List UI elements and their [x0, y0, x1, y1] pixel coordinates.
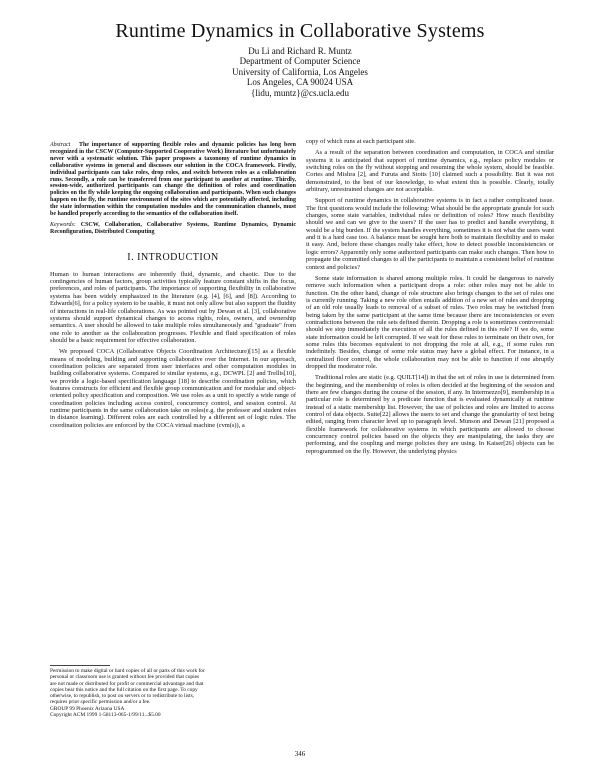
left-column: [50, 142, 296, 433]
body-paragraph: copy of which runs at each participant site.: [306, 138, 416, 145]
abstract-paragraph: [50, 142, 296, 218]
copyright-footnote: [50, 668, 296, 718]
author-address: Los Angeles, CA 90024 USA: [246, 77, 354, 88]
abstract: [50, 142, 296, 218]
body-paragraph: Support of runtime dynamics in collaborative systems is in fact a rather complicated issue. The first questions would include the following: What should be the appropriate granule for such changes, some state variables, individual rules or definition of roles? How much flexibility should we and can we give to the users? If the user has to predict and handle everything, it would be a big burden. If the system handles everything, sometimes it is not what the users want and it is a hard case too. A balance must be sought here both to maintain flexibility and to make it easy. And, before these changes really take effect, how to detect possible inconsistencies or logic errors? Apparently only some authorized participants can make such changes. Then how to propagate the committed changes to all the participants to maintain a consistent belief of runtime context and policies?: [306, 197, 554, 271]
footnote-line: requires prior specific permission and/or a fee.: [50, 699, 151, 706]
author-university: University of California, Los Angeles: [232, 66, 368, 77]
paper-title: Runtime Dynamics in Collaborative Systems: [115, 20, 485, 42]
page-number: 346: [294, 750, 306, 758]
footnote-line: Permission to make digital or hard copies of all or parts of this work for: [50, 668, 205, 674]
abstract-text: The importance of supporting flexible roles and dynamic policies has long been recognized in the CSCW (Computer-Supported Cooperative Work) literature but unfortunately never with a systematic solution. This paper proposes a taxonomy of runtime dynamics in collaborative systems in general and discusses our solution in the COCA framework. Firstly, individual participants can take roles, drop roles, and switch between roles as a collaboration runs. Secondly, a role can be transferred from one participant to another at runtime. Thirdly, session-wide, authorized participants can change the definition of roles and coordination policies on the fly while keeping the ongoing collaboration and participants. When such changes happen on the fly, the runtime environment of the sites which are potentially affected, including the state information within the computation modules and the communication channels, must be handled properly according to the semantics of the collaboration itself.: [50, 142, 296, 218]
intro-paragraph: We proposed COCA (Collaborative Objects Coordination Architecture)[15] as a flexible means of modeling, building and supporting collaborative over the Internet. In our approach, coordination policies are separated from user interfaces and other computation modules in building collaborative systems. Compared to similar systems, e.g., DCWPL [2] and Trellis[10], we provide a logic-based specification language [18] to describe coordination policies, which features constructs for efficient and flexible group communication and for modular and object-oriented policy specification and composition. We use roles as a unit to specify a wide range of coordination policies including access control, concurrency control, and session control. At runtime participants in the same collaboration take on roles(e.g. the professor and student roles in distance learning). Different roles are each controlled by a different set of logic rules. The coordination policies are enforced by the COCA virtual machine (cvm(s)), a: [50, 348, 296, 429]
intro-paragraph: Human to human interactions are inherently fluid, dynamic, and chaotic. Due to the contingencies of human factors, group activities typically feature constant shifts in the focus, preferences, and roles of participants. The importance of supporting flexibility in collaborative systems has been widely emphasized in the literature (e.g. [4], [6], and [8]). According to Edwards[6], for a policy system to be usable, it must not only allow but also support the fluidity of interactions in real-life collaborations. As was pointed out by Dewan et al. [3], collaborative systems should support dynamical changes to access rights, roles, owners, and ownership semantics. A user should be allowed to take multiple roles simultaneously and "graduate" from one role to another as the collaboration progresses. Flexible and fluid specification of roles should be a basic requirement for effective collaboration.: [50, 270, 296, 344]
keywords-label: Keywords:: [50, 221, 76, 228]
keywords: [50, 222, 296, 236]
keywords-text: CSCW, Collaboration, Collaborative Systems, Runtime Dynamics, Dynamic Reconfiguration, Distributed Computing: [50, 221, 296, 235]
body-paragraph: Traditional roles are static (e.g. QUILT[14]) in that the set of roles in use is determined from the beginning, and the membership of roles is often decided at the beginning of the session and there are few changes during the course of the session, if any. In Intermezzo[9], membership in a particular role is determined by a predicate function that is evaluated dynamically at runtime instead of a static membership list. However, the use of policies and roles are limited to access control of data objects. Suite[22] allows the users to set and change the granularity of text being edited, ranging from character level up to paragraph level. Munson and Dewan [21] proposed a flexible framework for collaborative systems in which participants are allowed to choose concurrency control policies based on the objects they are manipulating, the tasks they are performing, and the coupling and merge policies they are using. In Kaiser[26] objects can be reprogrammed on the fly. However, the underlying physics: [306, 374, 554, 455]
footnote-line: GROUP 99 Phoenix Arizona USA: [50, 705, 125, 712]
section-heading-introduction: I. INTRODUCTION: [127, 251, 219, 263]
footnote-line: personal or classroom use is granted without fee provided that copies: [50, 674, 200, 681]
author-block: [150, 46, 450, 98]
right-column: [306, 138, 554, 459]
abstract-label: Abstract: [50, 142, 71, 148]
body-paragraph: Some state information is shared among multiple roles. It could be dangerous to naively remove such information when a participant drops a role: other roles may not be able to function. On the other hand, change of role structure also brings changes to the set of rules one is currently running. Taking a new role often entails addition of a new set of rules and dropping of an old role usually leads to removal of a subset of rules. Two roles may be switched from being taken by the same participant at the same time because there are inconsistencies or even contradictions between the rule sets defined therein. Dropping a role is sometimes controversial: should we stop immediately the execution of all the rules defined in this role? If we do, some state information could be left corrupted. If we wait for these rules to terminate on their own, for some rules this becomes equivalent to not dropping the role at all, e.g., if some rules run indefinitely. Besides, change of some role status may have a global effect. For instance, in a centralized floor control, the whole collaboration may not be able to function if one abruptly dropped the moderator role.: [306, 274, 554, 370]
footnote-line: Copyright ACM 1999 1-58113-065-1/99/11...$5.00: [50, 712, 161, 719]
author-email: {lidu, muntz}@cs.ucla.edu: [251, 87, 349, 98]
footnote-line: otherwise, to republish, to post on servers or to redistribute to lists,: [50, 693, 195, 700]
footnote-line: copies bear this notice and the full citation on the first page. To copy: [50, 686, 198, 693]
footnote-divider: [50, 665, 110, 666]
footnote-line: are not made or distributed for profit or commercial advantage and that: [50, 680, 204, 687]
author-names: Du Li and Richard R. Muntz: [248, 46, 352, 56]
body-paragraph: As a result of the separation between coordination and computation, in COCA and similar systems it is anticipated that support of runtime dynamics, e.g., replace policy modules or switching roles on the fly without stopping and resuming the whole system, should be feasible. Cortes and Mishra [2], and Furuta and Stotts [10] claimed such a possibility. But it was not demonstrated, to the best of our knowledge, to what extent this is possible. Clearly, totally arbitrary, unrestrained changes are not acceptable.: [306, 149, 554, 194]
author-department: Department of Computer Science: [239, 56, 361, 67]
